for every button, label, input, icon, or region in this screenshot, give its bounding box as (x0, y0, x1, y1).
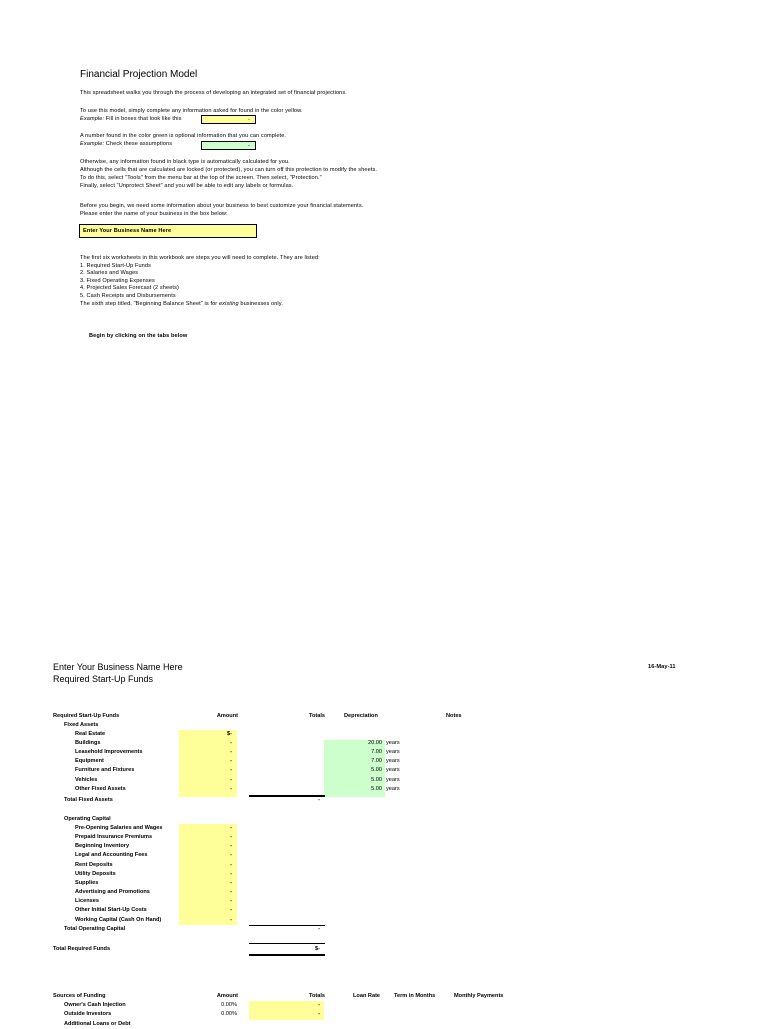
operating-item-label: Licenses (75, 898, 99, 905)
operating-item-label: Working Capital (Cash On Hand) (75, 916, 162, 923)
depreciation-unit: years (386, 776, 400, 783)
depreciation-years-input[interactable] (325, 730, 382, 739)
operating-item-amount-input[interactable]: - (230, 852, 232, 859)
funding-header-totals: Totals (308, 993, 325, 999)
depreciation-years-input[interactable]: 5.00 (371, 776, 382, 783)
fixed-asset-label: Equipment (75, 758, 104, 765)
fixed-asset-amount-input[interactable]: - (230, 767, 232, 774)
fixed-asset-label: Vehicles (75, 776, 98, 783)
operating-item-amount-input[interactable]: - (230, 825, 232, 831)
col-header-totals: Totals (308, 713, 325, 719)
step-item: 3. Fixed Operating Expenses (80, 277, 155, 284)
sixth-step-note (80, 301, 320, 309)
funding-source-label: Additional Loans or Debt (64, 1020, 131, 1027)
funding-source-amount-input[interactable] (250, 1020, 320, 1029)
example-1 (80, 116, 182, 122)
fixed-asset-amount-input[interactable]: - (230, 740, 232, 747)
operating-item-amount-input[interactable]: - (230, 861, 232, 868)
intro-line-1: This spreadsheet walks you through the process of developing an integrated set of financial projections. (80, 90, 347, 96)
total-required-rule-bottom (249, 954, 325, 956)
steps-intro: The first six worksheets in this workbook are steps you will need to complete. They are listed: (80, 255, 320, 261)
business-line-1: Before you begin, we need some information about your business to best customize your financial statements. (80, 203, 364, 209)
sixth-step-prefix: The sixth step titled, "Beginning Balance Sheet" is for (80, 300, 219, 307)
fixed-asset-amount-input[interactable]: - (230, 785, 232, 792)
col-header-notes: Notes (446, 713, 462, 719)
page-title: Financial Projection Model (80, 69, 198, 80)
step-item: 1. Required Start-Up Funds (80, 262, 152, 269)
total-required-label: Total Required Funds (53, 946, 111, 952)
funding-source-amount-input[interactable]: - (318, 1002, 320, 1008)
business-line-2: Please enter the name of your business in the box below: (80, 211, 228, 217)
example-2 (80, 141, 172, 147)
example-yellow-box (201, 115, 256, 124)
fixed-asset-amount-input[interactable]: - (230, 758, 232, 765)
protection-line-3: To do this, select "Tools" from the menu bar at the top of the screen. Then select, "Protection." (80, 175, 322, 181)
operating-item-amount-input[interactable]: - (230, 898, 232, 905)
funding-source-percent (180, 1020, 237, 1029)
fixed-asset-amount-input[interactable]: - (230, 749, 232, 756)
funding-source-percent: 0.00% (221, 1011, 237, 1018)
fixed-asset-label: Real Estate (75, 731, 106, 737)
operating-item-label: Pre-Opening Salaries and Wages (75, 825, 163, 831)
example-green-box-value: - (248, 143, 250, 149)
example-2-text: Check these assumptions (104, 141, 173, 147)
sheet-title: Required Start-Up Funds (53, 674, 154, 684)
col-header-label: Required Start-Up Funds (53, 713, 120, 719)
depreciation-unit: years (386, 758, 400, 765)
example-yellow-box-value: - (248, 117, 250, 123)
depreciation-unit: years (386, 740, 400, 747)
col-header-amount: Amount (216, 713, 238, 719)
example-green-box (201, 141, 256, 150)
funding-source-percent: 0.00% (221, 1002, 237, 1008)
fixed-asset-label: Other Fixed Assets (75, 785, 126, 792)
protection-line-4: Finally, select "Unprotect Sheet" and you will be able to edit any labels or formulas. (80, 183, 294, 189)
col-header-depreciation: Depreciation (344, 713, 378, 719)
fixed-asset-label: Furniture and Fixtures (75, 767, 135, 774)
operating-item-amount-input[interactable]: - (230, 834, 232, 841)
operating-item-label: Supplies (75, 879, 99, 886)
sixth-step-suffix: businesses only. (238, 300, 283, 307)
operating-item-label: Beginning Inventory (75, 843, 130, 850)
business-name-input-value: Enter Your Business Name Here (83, 228, 172, 234)
steps-list (80, 255, 320, 308)
funding-header-amount: Amount (216, 993, 238, 999)
operating-item-amount-input[interactable]: - (230, 879, 232, 886)
operating-item-label: Legal and Accounting Fees (75, 852, 148, 859)
funding-header-label: Sources of Funding (53, 993, 106, 999)
business-paragraph (80, 202, 363, 218)
example-2-label: Example: (80, 141, 105, 147)
business-name-input[interactable] (79, 224, 257, 238)
total-required-value: $- (315, 946, 320, 952)
fixed-asset-label: Leasehold Improvements (75, 749, 143, 756)
protection-paragraph (80, 158, 377, 190)
protection-line-1: Otherwise, any information found in black type is automatically calculated for you. (80, 159, 290, 165)
fixed-asset-label: Buildings (75, 740, 101, 747)
sixth-step-emphasis: existing (218, 300, 239, 307)
step-item: 2. Salaries and Wages (80, 270, 139, 277)
operating-item-amount-input[interactable]: - (230, 870, 232, 877)
depreciation-unit: years (386, 749, 400, 756)
operating-item-amount-input[interactable]: - (230, 916, 232, 923)
operating-item-amount-input[interactable]: - (230, 907, 232, 914)
funding-header-term: Term in Months (394, 993, 436, 999)
funding-source-label: Owner's Cash Injection (64, 1002, 126, 1008)
operating-item-label: Advertising and Promotions (75, 889, 150, 896)
example-1-text: Fill in boxes that look like this (104, 116, 182, 122)
step-item: 4. Projected Sales Forecast (2 sheets) (80, 285, 179, 292)
operating-item-label: Utility Deposits (75, 870, 116, 877)
total-fixed-value: - (318, 797, 320, 803)
depreciation-years-input[interactable]: 5.00 (371, 767, 382, 774)
operating-item-label: Prepaid Insurance Premiums (75, 834, 153, 841)
total-operating-label: Total Operating Capital (64, 926, 126, 932)
protection-line-2: Although the cells that are calculated are locked (or protected), you can turn off this protection to modify the sheets. (80, 167, 378, 173)
depreciation-years-input[interactable]: 5.00 (371, 785, 382, 792)
fixed-asset-amount-input[interactable]: $- (227, 731, 232, 737)
depreciation-unit: years (386, 785, 400, 792)
section-operating-capital: Operating Capital (64, 816, 111, 822)
funding-source-label: Outside Investors (64, 1011, 112, 1018)
depreciation-years-input[interactable]: 7.00 (371, 758, 382, 765)
depreciation-unit: years (386, 767, 400, 774)
total-required-rule-top (249, 943, 325, 944)
fixed-asset-amount-input[interactable]: - (230, 776, 232, 783)
operating-item-amount-input[interactable]: - (230, 889, 232, 896)
funding-source-amount-input[interactable]: - (318, 1011, 320, 1018)
intro-line-3: A number found in the color green is optional information that you can complete. (80, 133, 287, 139)
funding-header-monthly: Monthly Payments (454, 993, 504, 999)
sheet-date: 16-May-11 (648, 664, 676, 670)
total-fixed-label: Total Fixed Assets (64, 797, 113, 803)
begin-instruction: Begin by clicking on the tabs below (89, 333, 188, 339)
section-fixed-assets: Fixed Assets (64, 722, 99, 728)
depreciation-years-input[interactable]: 20.00 (368, 740, 382, 747)
business-name-heading: Enter Your Business Name Here (53, 662, 183, 672)
operating-item-label: Other Initial Start-Up Costs (75, 907, 147, 914)
operating-item-label: Rent Deposits (75, 861, 113, 868)
funding-header-loan-rate: Loan Rate (353, 993, 381, 999)
operating-item-amount-input[interactable]: - (230, 843, 232, 850)
total-operating-value: - (318, 926, 320, 932)
depreciation-years-input[interactable]: 7.00 (371, 749, 382, 756)
intro-line-2: To use this model, simply complete any information asked for found in the color yellow. (80, 108, 303, 114)
step-item: 5. Cash Receipts and Disbursements (80, 292, 176, 299)
example-1-label: Example: (80, 116, 105, 122)
